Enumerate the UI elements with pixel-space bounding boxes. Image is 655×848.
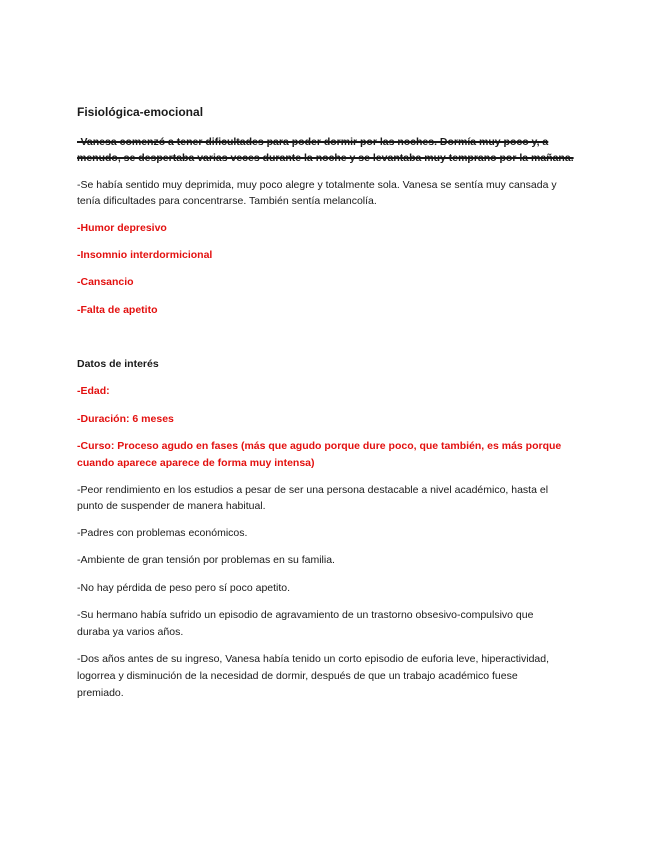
rendimiento-paragraph-line-1: -Peor rendimiento en los estudios a pesar de ser una persona destacable a nivel académico, hasta el	[77, 484, 549, 496]
dos-anos-paragraph-line-1: -Dos años antes de su ingreso, Vanesa había tenido un corto episodio de euforia leve, hiperactividad,	[77, 653, 550, 665]
hermano-paragraph-line-1: -Su hermano había sufrido un episodio de agravamiento de un trastorno obsesivo-compulsivo que	[77, 609, 534, 621]
padres-paragraph: -Padres con problemas económicos.	[77, 527, 248, 539]
hermano-paragraph-line-2: duraba ya varios años.	[77, 626, 184, 638]
feelings-paragraph-line-1: -Se había sentido muy deprimida, muy poco alegre y totalmente sola. Vanesa se sentía muy cansada y	[77, 179, 557, 191]
datos-title: Datos de interés	[77, 358, 159, 370]
struck-paragraph-line-1: -Vanesa comenzó a tener dificultades para poder dormir por las noches. Dormía muy poco y, a	[77, 136, 549, 148]
duracion-item: -Duración: 6 meses	[77, 413, 174, 425]
edad-item: -Edad:	[77, 385, 110, 397]
symptom-item: -Falta de apetito	[77, 304, 158, 316]
symptom-item: -Humor depresivo	[77, 222, 167, 234]
rendimiento-paragraph-line-2: punto de suspender de manera habitual.	[77, 500, 266, 512]
dos-anos-paragraph-line-2: logorrea y disminución de la necesidad de dormir, después de que un trabajo académico fuese	[77, 670, 518, 682]
ambiente-paragraph: -Ambiente de gran tensión por problemas en su familia.	[77, 554, 335, 566]
curso-item-line-2: cuando aparece aparece de forma muy intensa)	[77, 457, 315, 469]
dos-anos-paragraph-line-3: premiado.	[77, 687, 124, 699]
symptom-item: -Insomnio interdormicional	[77, 249, 213, 261]
struck-paragraph-line-2: menudo, se despertaba varias veces durante la noche y se levantaba muy temprano por la mañana.	[77, 152, 574, 164]
peso-paragraph: -No hay pérdida de peso pero sí poco apetito.	[77, 582, 291, 594]
section-title: Fisiológica-emocional	[77, 105, 204, 119]
curso-item-line-1: -Curso: Proceso agudo en fases (más que agudo porque dure poco, que también, es más porque	[77, 440, 562, 452]
feelings-paragraph-line-2: tenía dificultades para concentrarse. También sentía melancolía.	[77, 195, 377, 207]
symptom-item: -Cansancio	[77, 276, 134, 288]
